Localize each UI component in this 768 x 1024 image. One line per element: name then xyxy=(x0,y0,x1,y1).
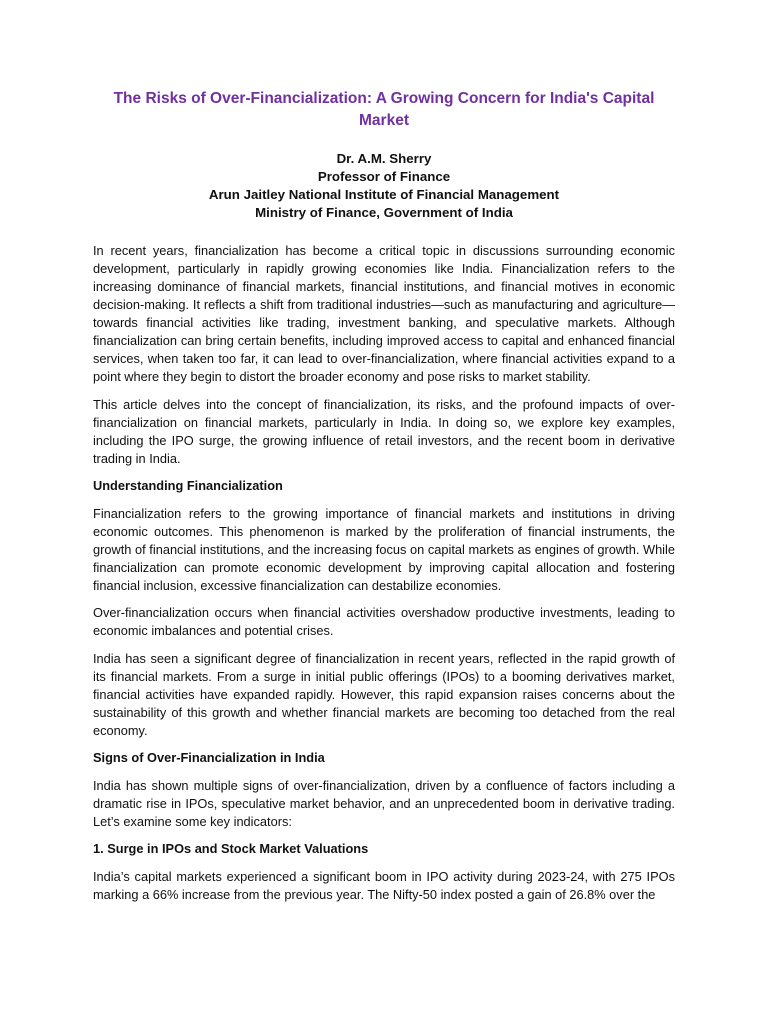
paragraph-understanding-1: Financialization refers to the growing importance of financial markets and institutions in driving economic outcomes. This phenomenon is marked by the proliferation of financial instruments, the growth of financial institutions, and the increasing focus on capital markets as engines of growth. While financialization can promote economic development by improving capital allocation and fostering financial inclusion, excessive financialization can destabilize economies. xyxy=(93,505,675,593)
paragraph-intro-1: In recent years, financialization has become a critical topic in discussions surrounding economic development, particularly in rapidly growing economies like India. Financialization refers to the increasing dominance of financial markets, financial institutions, and financial motives in economic decision-making. It reflects a shift from traditional industries—such as manufacturing and agriculture—towards financial activities like trading, investment banking, and speculative markets. Although financialization can bring certain benefits, including improved access to capital and enhanced financial services, when taken too far, it can lead to over-financialization, where financial activities expand to a point where they begin to distort the broader economy and pose risks to market stability. xyxy=(93,243,675,384)
paragraph-understanding-2: Over-financialization occurs when financial activities overshadow productive investments, leading to economic imbalances and potential crises. xyxy=(93,605,675,638)
author-institute: Arun Jaitley National Institute of Financial Management xyxy=(208,187,560,202)
heading-understanding-financialization: Understanding Financialization xyxy=(93,478,283,493)
paragraph-ipo-1: India’s capital markets experienced a significant boom in IPO activity during 2023-24, with 275 IPOs marking a 66% increase from the previous year. The Nifty-50 index posted a gain of 26.8% over the xyxy=(93,868,675,902)
paragraph-understanding-3: India has seen a significant degree of financialization in recent years, reflected in the rapid growth of its financial markets. From a surge in initial public offerings (IPOs) to a booming derivatives market, financial activities have expanded rapidly. However, this rapid expansion raises concerns about the sustainability of this growth and whether financial markets are becoming too detached from the real economy. xyxy=(93,650,675,738)
heading-signs-over-financialization: Signs of Over-Financialization in India xyxy=(93,750,325,765)
document-title: The Risks of Over-Financialization: A Growing Concern for India's Capital Market xyxy=(113,90,655,129)
author-ministry: Ministry of Finance, Government of India xyxy=(255,205,513,220)
paragraph-intro-2: This article delves into the concept of financialization, its risks, and the profound impacts of over-financialization on financial markets, particularly in India. In doing so, we explore key examples, including the IPO surge, the growing influence of retail investors, and the recent boom in derivative trading in India. xyxy=(93,396,675,466)
heading-ipo-surge: 1. Surge in IPOs and Stock Market Valuations xyxy=(93,841,369,856)
document-page xyxy=(93,88,675,913)
author-name: Dr. A.M. Sherry xyxy=(336,151,432,166)
paragraph-signs-1: India has shown multiple signs of over-financialization, driven by a confluence of factors including a dramatic rise in IPOs, speculative market behavior, and an unprecedented boom in derivative trading. Let’s examine some key indicators: xyxy=(93,777,675,829)
author-position: Professor of Finance xyxy=(317,169,451,184)
author-block xyxy=(93,150,675,222)
article-body xyxy=(93,242,675,904)
